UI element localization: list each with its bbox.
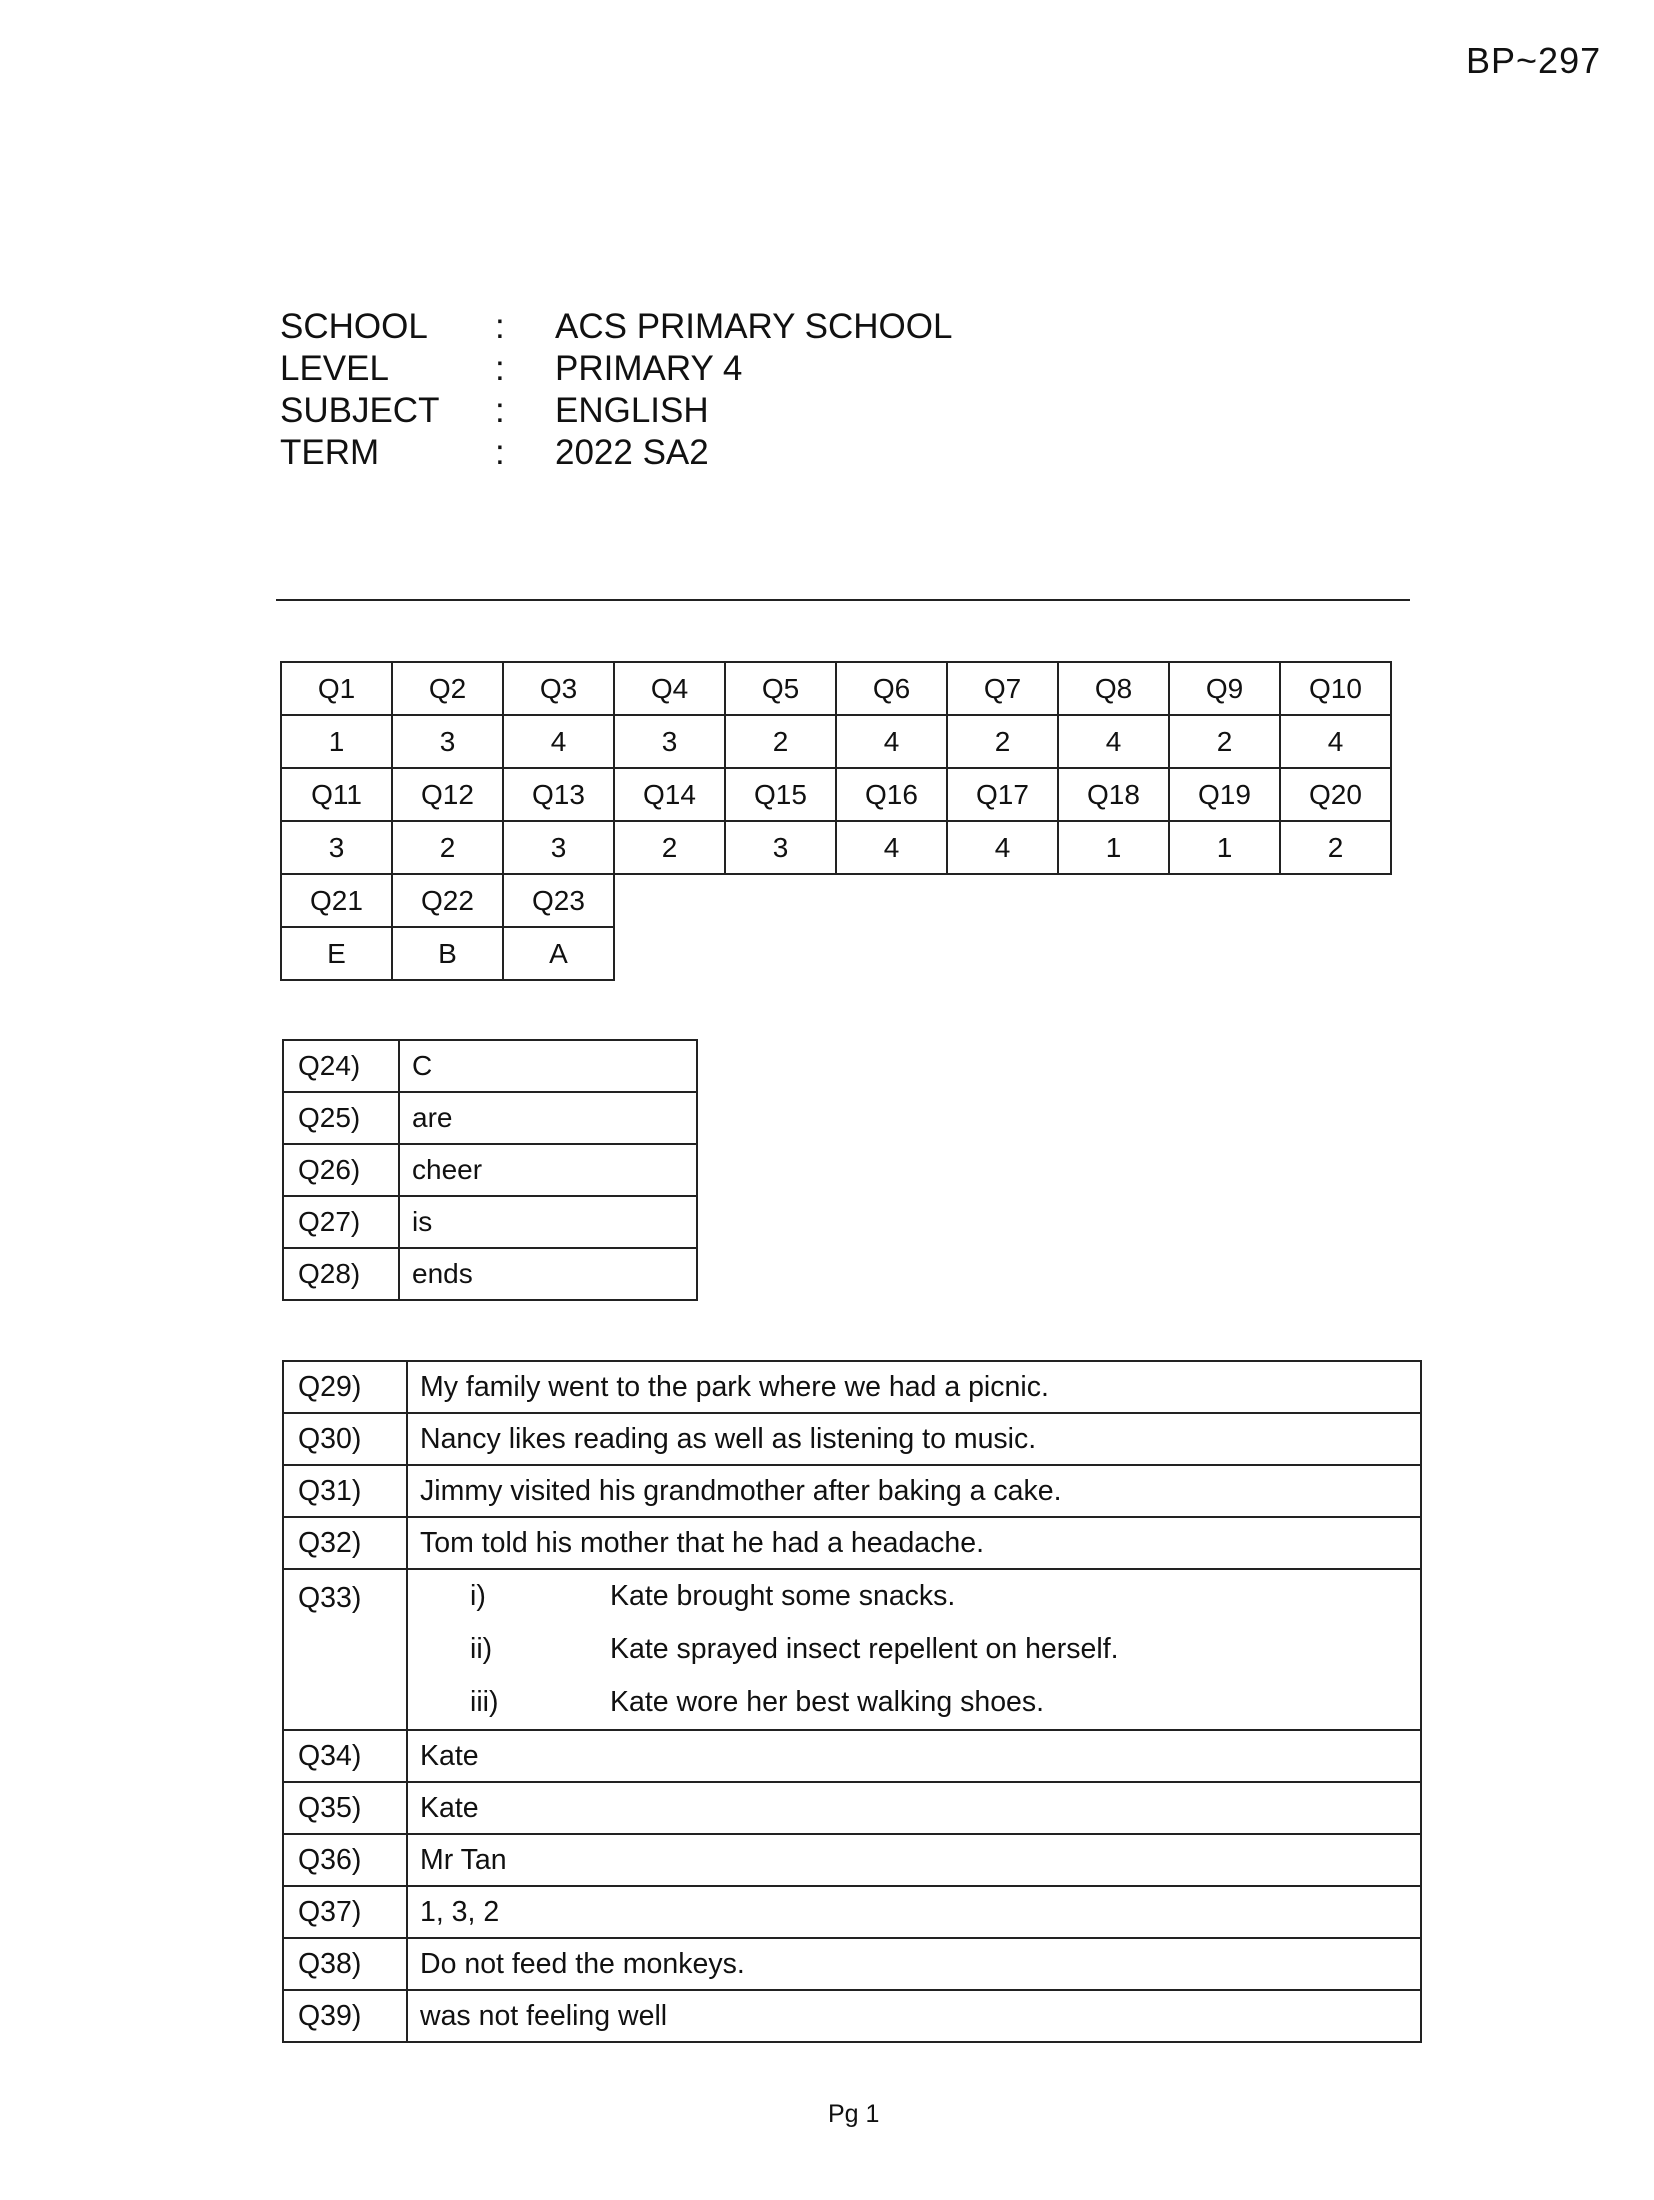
table-row bbox=[283, 1569, 1421, 1730]
sub-answer bbox=[420, 1676, 1420, 1729]
answer-cell: 4 bbox=[1058, 715, 1169, 768]
answer-cell: 4 bbox=[947, 821, 1058, 874]
answer-cell: 2 bbox=[725, 715, 836, 768]
question-number-cell: Q18 bbox=[1058, 768, 1169, 821]
info-label: LEVEL bbox=[280, 349, 389, 388]
answer-cell bbox=[407, 1569, 1421, 1730]
answer-cell: 2 bbox=[947, 715, 1058, 768]
table-row bbox=[283, 1517, 1421, 1569]
table-row bbox=[283, 1990, 1421, 2042]
empty-cell bbox=[1058, 927, 1169, 980]
answer-cell: 3 bbox=[281, 821, 392, 874]
answer-cell: Kate bbox=[407, 1730, 1421, 1782]
empty-cell bbox=[725, 927, 836, 980]
grammar-answer-table bbox=[282, 1039, 698, 1301]
open-answer-table bbox=[282, 1360, 1422, 2043]
table-row bbox=[283, 1196, 697, 1248]
question-number-cell: Q12 bbox=[392, 768, 503, 821]
table-row bbox=[283, 1730, 1421, 1782]
answer-cell: Kate bbox=[407, 1782, 1421, 1834]
sub-answer-number: i) bbox=[470, 1580, 486, 1612]
question-number-cell: Q9 bbox=[1169, 662, 1280, 715]
answer-cell: Mr Tan bbox=[407, 1834, 1421, 1886]
info-value: PRIMARY 4 bbox=[555, 349, 743, 388]
question-number-cell: Q13 bbox=[503, 768, 614, 821]
question-number-cell: Q33) bbox=[283, 1569, 407, 1730]
page-number: Pg 1 bbox=[828, 2100, 880, 2128]
mcq-answer-table bbox=[280, 661, 1392, 981]
answer-cell: 1 bbox=[1058, 821, 1169, 874]
answer-cell: ends bbox=[399, 1248, 697, 1300]
question-number-cell: Q34) bbox=[283, 1730, 407, 1782]
question-number-row bbox=[281, 662, 1391, 715]
question-number-cell: Q1 bbox=[281, 662, 392, 715]
answer-cell: 1 bbox=[1169, 821, 1280, 874]
question-number-cell: Q6 bbox=[836, 662, 947, 715]
answer-cell: 3 bbox=[614, 715, 725, 768]
answer-cell: cheer bbox=[399, 1144, 697, 1196]
table-row bbox=[283, 1834, 1421, 1886]
answer-cell: Jimmy visited his grandmother after baking a cake. bbox=[407, 1465, 1421, 1517]
empty-cell bbox=[1058, 874, 1169, 927]
answer-row bbox=[281, 715, 1391, 768]
question-number-cell: Q23 bbox=[503, 874, 614, 927]
question-number-cell: Q38) bbox=[283, 1938, 407, 1990]
table-row bbox=[283, 1144, 697, 1196]
question-number-cell: Q2 bbox=[392, 662, 503, 715]
question-number-cell: Q4 bbox=[614, 662, 725, 715]
question-number-cell: Q28) bbox=[283, 1248, 399, 1300]
question-number-cell: Q27) bbox=[283, 1196, 399, 1248]
question-number-cell: Q21 bbox=[281, 874, 392, 927]
empty-cell bbox=[947, 927, 1058, 980]
answer-cell: 1 bbox=[281, 715, 392, 768]
answer-cell: 4 bbox=[503, 715, 614, 768]
answer-cell: Do not feed the monkeys. bbox=[407, 1938, 1421, 1990]
info-separator: : bbox=[495, 307, 505, 346]
answer-row bbox=[281, 821, 1391, 874]
empty-cell bbox=[1169, 874, 1280, 927]
answer-cell: is bbox=[399, 1196, 697, 1248]
empty-cell bbox=[1169, 927, 1280, 980]
info-row-level bbox=[280, 348, 952, 390]
question-number-cell: Q8 bbox=[1058, 662, 1169, 715]
sub-answer-number: iii) bbox=[470, 1686, 499, 1718]
sub-answer-text: Kate sprayed insect repellent on herself. bbox=[610, 1633, 1119, 1665]
answer-cell: 4 bbox=[1280, 715, 1391, 768]
question-number-cell: Q19 bbox=[1169, 768, 1280, 821]
info-value: ENGLISH bbox=[555, 391, 709, 430]
question-number-row bbox=[281, 768, 1391, 821]
info-separator: : bbox=[495, 391, 505, 430]
question-number-cell: Q39) bbox=[283, 1990, 407, 2042]
answer-cell: 3 bbox=[725, 821, 836, 874]
info-row-school bbox=[280, 306, 952, 348]
answer-cell: 2 bbox=[1280, 821, 1391, 874]
document-code: BP~297 bbox=[1466, 40, 1602, 81]
answer-cell: C bbox=[399, 1040, 697, 1092]
table-row bbox=[283, 1938, 1421, 1990]
question-number-cell: Q10 bbox=[1280, 662, 1391, 715]
question-number-cell: Q5 bbox=[725, 662, 836, 715]
question-number-cell: Q15 bbox=[725, 768, 836, 821]
sub-answer-number: ii) bbox=[470, 1633, 493, 1665]
question-number-cell: Q20 bbox=[1280, 768, 1391, 821]
empty-cell bbox=[947, 874, 1058, 927]
info-separator: : bbox=[495, 349, 505, 388]
answer-cell: E bbox=[281, 927, 392, 980]
question-number-cell: Q17 bbox=[947, 768, 1058, 821]
info-value: ACS PRIMARY SCHOOL bbox=[555, 307, 953, 346]
answer-cell: B bbox=[392, 927, 503, 980]
question-number-cell: Q7 bbox=[947, 662, 1058, 715]
answer-cell: Tom told his mother that he had a headache. bbox=[407, 1517, 1421, 1569]
question-number-cell: Q31) bbox=[283, 1465, 407, 1517]
empty-cell bbox=[1280, 874, 1391, 927]
question-number-cell: Q35) bbox=[283, 1782, 407, 1834]
answer-cell: are bbox=[399, 1092, 697, 1144]
question-number-cell: Q16 bbox=[836, 768, 947, 821]
question-number-row bbox=[281, 874, 1391, 927]
answer-cell: 4 bbox=[836, 715, 947, 768]
answer-cell: Nancy likes reading as well as listening to music. bbox=[407, 1413, 1421, 1465]
answer-cell: 3 bbox=[392, 715, 503, 768]
answer-row bbox=[281, 927, 1391, 980]
question-number-cell: Q36) bbox=[283, 1834, 407, 1886]
table-row bbox=[283, 1782, 1421, 1834]
answer-cell: 1, 3, 2 bbox=[407, 1886, 1421, 1938]
question-number-cell: Q22 bbox=[392, 874, 503, 927]
info-label: SUBJECT bbox=[280, 391, 440, 430]
info-row-term bbox=[280, 432, 952, 474]
empty-cell bbox=[1280, 927, 1391, 980]
sub-answer bbox=[420, 1623, 1420, 1676]
sub-answer-text: Kate wore her best walking shoes. bbox=[610, 1686, 1045, 1718]
info-label: TERM bbox=[280, 433, 380, 472]
question-number-cell: Q26) bbox=[283, 1144, 399, 1196]
question-number-cell: Q11 bbox=[281, 768, 392, 821]
empty-cell bbox=[725, 874, 836, 927]
info-label: SCHOOL bbox=[280, 307, 428, 346]
answer-cell: A bbox=[503, 927, 614, 980]
empty-cell bbox=[614, 927, 725, 980]
answer-cell: 2 bbox=[392, 821, 503, 874]
table-row bbox=[283, 1040, 697, 1092]
answer-cell: 3 bbox=[503, 821, 614, 874]
info-separator: : bbox=[495, 433, 505, 472]
answer-cell: 2 bbox=[614, 821, 725, 874]
table-row bbox=[283, 1886, 1421, 1938]
empty-cell bbox=[614, 874, 725, 927]
answer-cell: 4 bbox=[836, 821, 947, 874]
question-number-cell: Q29) bbox=[283, 1361, 407, 1413]
table-row bbox=[283, 1092, 697, 1144]
question-number-cell: Q30) bbox=[283, 1413, 407, 1465]
sub-answer-text: Kate brought some snacks. bbox=[610, 1580, 956, 1612]
paper-info-header bbox=[280, 306, 952, 474]
info-row-subject bbox=[280, 390, 952, 432]
question-number-cell: Q37) bbox=[283, 1886, 407, 1938]
empty-cell bbox=[836, 927, 947, 980]
question-number-cell: Q14 bbox=[614, 768, 725, 821]
table-row bbox=[283, 1413, 1421, 1465]
table-row bbox=[283, 1465, 1421, 1517]
answer-cell: 2 bbox=[1169, 715, 1280, 768]
question-number-cell: Q25) bbox=[283, 1092, 399, 1144]
sub-answer bbox=[420, 1570, 1420, 1623]
answer-cell: was not feeling well bbox=[407, 1990, 1421, 2042]
question-number-cell: Q32) bbox=[283, 1517, 407, 1569]
table-row bbox=[283, 1248, 697, 1300]
header-divider bbox=[276, 599, 1410, 601]
answer-cell: My family went to the park where we had a picnic. bbox=[407, 1361, 1421, 1413]
info-value: 2022 SA2 bbox=[555, 433, 709, 472]
question-number-cell: Q3 bbox=[503, 662, 614, 715]
empty-cell bbox=[836, 874, 947, 927]
question-number-cell: Q24) bbox=[283, 1040, 399, 1092]
table-row bbox=[283, 1361, 1421, 1413]
